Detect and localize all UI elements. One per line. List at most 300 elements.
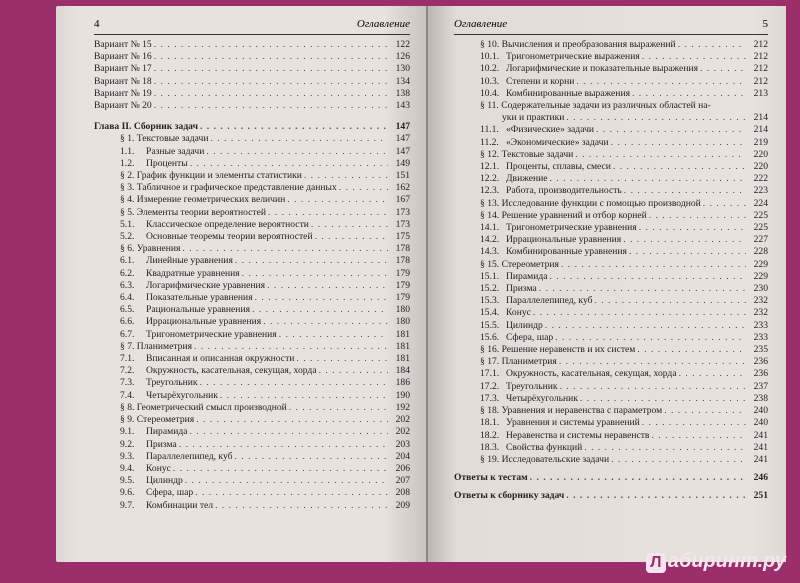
toc-entry-title: Сфера, шар xyxy=(506,331,554,343)
toc-entry-title: Вписанная и описанная окружности xyxy=(146,353,295,365)
toc-entry-title: Сфера, шар xyxy=(146,487,194,499)
toc-entry-number: 7.4. xyxy=(120,389,135,401)
toc-leader-dots xyxy=(664,405,746,417)
toc-entry-page: 204 xyxy=(395,450,410,462)
toc-entry-title: Параллелепипед, куб xyxy=(506,295,593,307)
toc-entry-number: 5.2. xyxy=(120,231,135,243)
toc-entry-sub xyxy=(454,320,768,332)
toc-entry-title: Квадратные уравнения xyxy=(146,267,240,279)
toc-leader-dots xyxy=(533,307,746,319)
toc-entry-number: 6.2. xyxy=(120,267,135,279)
toc-entry-page: 179 xyxy=(395,279,410,291)
toc-entry-title: «Экономические» задачи xyxy=(506,136,609,148)
toc-leader-dots xyxy=(179,439,388,451)
toc-entry-title: Иррациональные уравнения xyxy=(146,316,262,328)
toc-leader-dots xyxy=(555,332,746,344)
toc-entry-section xyxy=(454,39,768,51)
toc-leader-dots xyxy=(210,133,388,145)
toc-entry-number: 12.3. xyxy=(480,185,500,197)
toc-entry-title: § 5. Элементы теории вероятностей xyxy=(120,206,267,218)
toc-leader-dots xyxy=(235,451,389,463)
toc-entry-title: Свойства функций xyxy=(506,441,583,453)
toc-entry-page: 240 xyxy=(753,417,768,429)
toc-leader-dots xyxy=(268,207,388,219)
toc-leader-dots xyxy=(173,463,388,475)
toc-leader-dots xyxy=(560,381,746,393)
toc-entry-sub xyxy=(454,393,768,405)
toc-entry-number: 15.1. xyxy=(480,270,500,282)
toc-entry-title: Вариант № 15 xyxy=(94,39,152,50)
toc-entry-title: Четырёхугольник xyxy=(146,389,218,401)
toc-entry-page: 184 xyxy=(395,365,410,377)
toc-entry-page: 178 xyxy=(395,243,410,255)
toc-entry-page: 241 xyxy=(753,441,768,453)
toc-entry-number: 9.6. xyxy=(120,487,135,499)
toc-entry-number: 6.5. xyxy=(120,304,135,316)
toc-leader-dots xyxy=(595,295,747,307)
toc-leader-dots xyxy=(252,304,388,316)
toc-entry-page: 186 xyxy=(395,377,410,389)
toc-entry-title: Вариант № 17 xyxy=(94,63,152,75)
toc-entry-title: уки и практики xyxy=(502,112,565,124)
toc-entry-sub xyxy=(454,332,768,344)
toc-entry-title: Комбинации тел xyxy=(146,499,214,511)
toc-entry-title: Показательные уравнения xyxy=(146,292,253,304)
toc-entry-title: § 15. Стереометрия xyxy=(480,258,559,270)
toc-entry-title: Параллелепипед, куб xyxy=(146,450,233,462)
toc-leader-dots xyxy=(623,234,746,246)
toc-entry-page: 220 xyxy=(753,161,768,173)
toc-entry-section xyxy=(454,210,768,222)
toc-entry-title: Основные теоремы теории вероятностей xyxy=(146,231,313,243)
toc-entry-number: 6.3. xyxy=(120,279,135,291)
toc-entry-title: § 7. Планиметрия xyxy=(120,340,193,352)
toc-entry-title: § 17. Планиметрия xyxy=(480,356,557,368)
toc-entry-number: 14.2. xyxy=(480,234,500,246)
toc-entry-sub xyxy=(454,63,768,75)
toc-entry-page: 173 xyxy=(395,218,410,230)
toc-entry-section xyxy=(94,207,410,219)
toc-leader-dots xyxy=(700,63,746,75)
toc-entry-page: 134 xyxy=(395,75,410,87)
book-spread xyxy=(36,6,766,562)
toc-entry-sub xyxy=(94,146,410,158)
toc-entry-section xyxy=(454,149,768,161)
toc-leader-dots xyxy=(154,76,388,88)
toc-entry-page: 143 xyxy=(395,100,410,112)
toc-entry-section xyxy=(94,170,410,182)
toc-leader-dots xyxy=(584,442,746,454)
toc-leader-dots xyxy=(315,231,388,243)
toc-entry-page: 228 xyxy=(753,246,768,258)
right-running-title: Оглавление xyxy=(454,18,508,30)
toc-entry-title: Проценты xyxy=(146,157,188,169)
toc-entry-number: 5.1. xyxy=(120,218,135,230)
toc-entry-title: Окружность, касательная, секущая, хорда xyxy=(146,365,317,377)
toc-entry-variant xyxy=(94,39,410,51)
toc-entry-number: 18.1. xyxy=(480,417,500,429)
toc-leader-dots xyxy=(206,146,388,158)
toc-entry-title: § 8. Геометрический смысл производной xyxy=(120,401,287,413)
toc-leader-dots xyxy=(613,161,746,173)
toc-entry-title: § 12. Текстовые задачи xyxy=(480,148,574,160)
toc-entry-section xyxy=(454,356,768,368)
toc-entry-page: 233 xyxy=(753,319,768,331)
toc-leader-dots xyxy=(550,173,747,185)
toc-entry-title: «Физические» задачи xyxy=(506,124,595,136)
toc-leader-dots xyxy=(194,341,388,353)
toc-leader-dots xyxy=(200,377,388,389)
toc-entry-title: Ответы к тестам xyxy=(454,472,528,484)
toc-entry-page: 230 xyxy=(753,283,768,295)
toc-entry-page: 162 xyxy=(395,182,410,194)
toc-leader-dots xyxy=(703,198,746,210)
toc-entry-sub xyxy=(94,439,410,451)
toc-entry-page: 240 xyxy=(753,405,768,417)
toc-entry-page: 232 xyxy=(753,307,768,319)
toc-entry-title: Вариант № 16 xyxy=(94,51,152,63)
toc-entry-number: 9.5. xyxy=(120,475,135,487)
toc-entry-page: 236 xyxy=(753,356,768,368)
toc-entry-number: 7.2. xyxy=(120,365,135,377)
toc-entry-number: 9.3. xyxy=(120,450,135,462)
toc-entry-number: 9.4. xyxy=(120,462,135,474)
toc-entry-section xyxy=(94,243,410,255)
toc-entry-title: Иррациональные уравнения xyxy=(506,234,622,246)
toc-entry-number: 9.1. xyxy=(120,426,135,438)
toc-entry-page: 147 xyxy=(395,121,410,133)
toc-entry-sub xyxy=(454,124,768,136)
toc-entry-sub xyxy=(454,381,768,393)
toc-leader-dots xyxy=(189,426,388,438)
toc-entry-number: 11.1. xyxy=(480,124,499,136)
toc-entry-title: Логарифмические и показательные выражения xyxy=(506,63,699,75)
toc-entry-number: 1.2. xyxy=(120,157,135,169)
toc-entry-title: § 19. Исследовательские задачи xyxy=(480,453,610,465)
toc-entry-sub xyxy=(94,487,410,499)
toc-entry-page: 214 xyxy=(753,124,768,136)
toc-entry-page: 241 xyxy=(753,429,768,441)
toc-entry-page: 175 xyxy=(395,231,410,243)
toc-leader-dots xyxy=(637,344,746,356)
toc-entry-sub xyxy=(454,271,768,283)
toc-leader-dots xyxy=(287,194,388,206)
toc-entry-page: 233 xyxy=(753,331,768,343)
toc-entry-number: 15.2. xyxy=(480,283,500,295)
toc-entry-title: Вариант № 20 xyxy=(94,100,152,112)
toc-entry-page: 147 xyxy=(395,133,410,145)
toc-entry-sub xyxy=(94,292,410,304)
toc-leader-dots xyxy=(611,454,746,466)
toc-entry-sub xyxy=(454,283,768,295)
watermark-text: абиринт.ру xyxy=(667,550,786,572)
toc-entry-sub xyxy=(94,304,410,316)
toc-entry-page: 232 xyxy=(753,295,768,307)
toc-entry-section xyxy=(454,405,768,417)
toc-entry-number: 10.1. xyxy=(480,51,500,63)
toc-leader-dots xyxy=(296,353,388,365)
toc-entry-title: § 16. Решение неравенств и их систем xyxy=(480,344,636,356)
toc-entry-bold xyxy=(454,472,768,484)
toc-leader-dots xyxy=(154,88,388,100)
toc-entry-title: Неравенства и системы неравенств xyxy=(506,429,650,441)
toc-entry-page: 212 xyxy=(753,39,768,50)
toc-leader-dots xyxy=(220,390,388,402)
toc-entry-title: § 13. Исследование функции с помощью производной xyxy=(480,197,701,209)
toc-entry-page: 207 xyxy=(395,475,410,487)
toc-leader-dots xyxy=(611,137,746,149)
toc-leader-dots xyxy=(154,100,388,112)
toc-entry-number: 6.1. xyxy=(120,255,135,267)
toc-entry-sub xyxy=(454,430,768,442)
toc-entry-title: § 3. Табличное и графическое представление данных xyxy=(120,182,337,194)
toc-entry-section xyxy=(94,341,410,353)
toc-entry-page: 229 xyxy=(753,258,768,270)
toc-entry-sub xyxy=(94,475,410,487)
toc-entry-page: 222 xyxy=(753,173,768,185)
toc-entry-number: 10.4. xyxy=(480,87,500,99)
toc-entry-title: § 9. Стереометрия xyxy=(120,414,195,426)
toc-entry-sub xyxy=(454,246,768,258)
toc-entry-number: 15.5. xyxy=(480,319,500,331)
toc-entry-variant xyxy=(94,100,410,112)
toc-entry-variant xyxy=(94,88,410,100)
toc-entry-number: 17.1. xyxy=(480,368,500,380)
toc-entry-title: Вариант № 19 xyxy=(94,87,152,99)
toc-entry-section xyxy=(94,414,410,426)
toc-leader-dots xyxy=(263,316,388,328)
toc-entry-title: § 2. График функции и элементы статистики xyxy=(120,170,302,182)
toc-entry-section xyxy=(94,182,410,194)
toc-entry-title: Треугольник xyxy=(146,377,198,389)
toc-entry-sub xyxy=(454,161,768,173)
toc-leader-dots xyxy=(561,259,746,271)
toc-entry-page: 179 xyxy=(395,292,410,304)
toc-entry-title: Четырёхугольник xyxy=(506,392,578,404)
toc-entry-sub xyxy=(94,365,410,377)
toc-entry-section xyxy=(454,344,768,356)
toc-leader-dots xyxy=(255,292,388,304)
toc-entry-title: Линейные уравнения xyxy=(146,255,233,267)
toc-leader-dots xyxy=(195,487,388,499)
toc-entry-title: Проценты, сплавы, смеси xyxy=(506,161,611,173)
toc-leader-dots xyxy=(182,243,388,255)
toc-entry-page: 138 xyxy=(395,87,410,99)
toc-leader-dots xyxy=(559,356,746,368)
toc-entry-title: Работа, производительность xyxy=(506,185,622,197)
toc-entry-sub xyxy=(454,295,768,307)
toc-leader-dots xyxy=(639,222,746,234)
toc-entry-title: § 10. Вычисления и преобразования выражений xyxy=(480,39,676,50)
toc-entry-page: 178 xyxy=(395,255,410,267)
toc-entry-title: Вариант № 18 xyxy=(94,75,152,87)
toc-entry-section xyxy=(454,259,768,271)
toc-entry-page: 212 xyxy=(753,63,768,75)
toc-entry-sub xyxy=(94,231,410,243)
toc-entry-variant xyxy=(94,51,410,63)
toc-entry-page: 223 xyxy=(753,185,768,197)
toc-entry-number: 15.6. xyxy=(480,331,500,343)
toc-entry-sub xyxy=(94,255,410,267)
toc-entry-page: 180 xyxy=(395,304,410,316)
toc-leader-dots xyxy=(642,51,746,63)
toc-entry-page: 151 xyxy=(395,170,410,182)
toc-entry-sub xyxy=(454,417,768,429)
toc-entry-title: Конус xyxy=(146,462,171,474)
toc-entry-sub xyxy=(454,234,768,246)
left-running-title: Оглавление xyxy=(356,18,410,30)
toc-entry-number: 1.1. xyxy=(120,145,135,157)
toc-entry-title: Классическое определение вероятности xyxy=(146,218,309,230)
toc-leader-dots xyxy=(651,430,746,442)
toc-leader-dots xyxy=(242,268,388,280)
toc-entry-page: 213 xyxy=(753,87,768,99)
toc-leader-dots xyxy=(319,365,388,377)
toc-entry-sub xyxy=(454,185,768,197)
toc-entry-title: Ответы к сборнику задач xyxy=(454,490,565,502)
toc-entry-sub xyxy=(454,368,768,380)
toc-entry-page: 181 xyxy=(395,328,410,340)
toc-entry-page: 181 xyxy=(395,340,410,352)
toc-entry-page: 202 xyxy=(395,426,410,438)
toc-entry-section xyxy=(94,402,410,414)
toc-entry-number: 12.1. xyxy=(480,161,500,173)
toc-entry-title: Разные задачи xyxy=(146,145,205,157)
toc-entry-page: 229 xyxy=(753,270,768,282)
toc-entry-title: § 4. Измерение геометрических величин xyxy=(120,194,286,206)
toc-entry-sub xyxy=(454,76,768,88)
toc-entry-page: 224 xyxy=(753,197,768,209)
toc-leader-dots xyxy=(678,39,746,51)
toc-leader-dots xyxy=(549,271,746,283)
toc-entry-page: 173 xyxy=(395,206,410,218)
toc-leader-dots xyxy=(267,280,388,292)
toc-entry-page: 227 xyxy=(753,234,768,246)
left-toc xyxy=(94,39,410,512)
toc-leader-dots xyxy=(200,121,388,133)
toc-leader-dots xyxy=(154,39,388,51)
toc-leader-dots xyxy=(649,210,746,222)
toc-entry-sub xyxy=(94,463,410,475)
left-page-header xyxy=(94,16,410,35)
toc-leader-dots xyxy=(566,490,746,502)
toc-leader-dots xyxy=(576,76,746,88)
toc-entry-page: 179 xyxy=(395,267,410,279)
toc-leader-dots xyxy=(566,112,746,124)
toc-entry-sub xyxy=(94,500,410,512)
right-toc xyxy=(454,39,768,503)
toc-entry-number: 18.3. xyxy=(480,441,500,453)
toc-entry-title: Тригонометрические уравнения xyxy=(506,222,637,234)
toc-entry-page: 190 xyxy=(395,389,410,401)
toc-leader-dots xyxy=(235,255,388,267)
toc-entry-number: 14.1. xyxy=(480,222,500,234)
toc-entry-page: 236 xyxy=(753,368,768,380)
left-page-number: 4 xyxy=(94,18,100,30)
toc-entry-title: § 6. Уравнения xyxy=(120,243,181,255)
toc-entry-page: 235 xyxy=(753,344,768,356)
toc-entry-sub xyxy=(94,316,410,328)
toc-entry-page: 149 xyxy=(395,157,410,169)
toc-entry-sub xyxy=(94,353,410,365)
toc-entry-page: 212 xyxy=(753,75,768,87)
toc-entry-sub xyxy=(94,377,410,389)
toc-entry-sub xyxy=(94,390,410,402)
toc-entry-title: Глава II. Сборник задач xyxy=(94,121,198,133)
toc-entry-section xyxy=(94,133,410,145)
toc-entry-page: 181 xyxy=(395,353,410,365)
toc-entry-sub xyxy=(94,329,410,341)
toc-entry-title: Цилиндр xyxy=(506,319,543,331)
toc-entry-sub xyxy=(454,137,768,149)
toc-entry-sub xyxy=(454,173,768,185)
toc-entry-page: 208 xyxy=(395,487,410,499)
toc-entry-page: 203 xyxy=(395,438,410,450)
toc-entry-page: 246 xyxy=(753,472,768,484)
toc-entry-title: Логарифмические уравнения xyxy=(146,279,266,291)
toc-entry-page: 237 xyxy=(753,380,768,392)
toc-entry-title: Призма xyxy=(506,283,537,295)
left-page xyxy=(56,6,428,562)
toc-entry-title: Тригонометрические уравнения xyxy=(146,328,277,340)
toc-leader-dots xyxy=(679,368,746,380)
labirint-watermark xyxy=(646,550,786,573)
toc-entry-sub xyxy=(94,426,410,438)
toc-leader-dots xyxy=(642,417,746,429)
toc-entry-page: 214 xyxy=(753,112,768,124)
toc-entry-page: 167 xyxy=(395,194,410,206)
toc-entry-chapter xyxy=(94,121,410,133)
toc-entry-sub xyxy=(454,442,768,454)
toc-entry-page: 219 xyxy=(753,136,768,148)
toc-entry-number: 17.3. xyxy=(480,392,500,404)
toc-entry-page: 251 xyxy=(753,490,768,502)
toc-leader-dots xyxy=(580,393,746,405)
toc-entry-number: 6.7. xyxy=(120,328,135,340)
toc-entry-sub xyxy=(454,222,768,234)
toc-entry-title: Пирамида xyxy=(146,426,188,438)
right-page xyxy=(428,6,786,562)
toc-entry-number: 18.2. xyxy=(480,429,500,441)
toc-leader-dots xyxy=(196,414,388,426)
toc-entry-title: § 1. Текстовые задачи xyxy=(120,133,209,145)
toc-entry-title: Уравнения и системы уравнений xyxy=(506,417,640,429)
toc-leader-dots xyxy=(311,219,388,231)
toc-leader-dots xyxy=(304,170,388,182)
toc-entry-page: 220 xyxy=(753,148,768,160)
toc-entry-sub xyxy=(454,307,768,319)
toc-entry-variant xyxy=(94,76,410,88)
toc-entry-sub xyxy=(94,280,410,292)
toc-entry-bold xyxy=(454,490,768,502)
toc-entry-page: 212 xyxy=(753,51,768,63)
toc-leader-dots xyxy=(530,472,746,484)
toc-entry-page: 206 xyxy=(395,462,410,474)
toc-entry-title: Комбинированные уравнения xyxy=(506,246,627,258)
toc-entry-page: 192 xyxy=(395,401,410,413)
toc-entry-page: 126 xyxy=(395,51,410,63)
toc-entry-title: Степени и корни xyxy=(506,75,575,87)
toc-leader-dots xyxy=(596,124,746,136)
toc-entry-title: § 11. Содержательные задачи из различных областей на- xyxy=(480,100,711,112)
toc-entry-page: 225 xyxy=(753,222,768,234)
toc-entry-page: 202 xyxy=(395,414,410,426)
toc-entry-section xyxy=(454,454,768,466)
toc-leader-dots xyxy=(190,158,388,170)
toc-entry-title: Конус xyxy=(506,307,531,319)
toc-leader-dots xyxy=(185,475,388,487)
toc-leader-dots xyxy=(154,51,388,63)
